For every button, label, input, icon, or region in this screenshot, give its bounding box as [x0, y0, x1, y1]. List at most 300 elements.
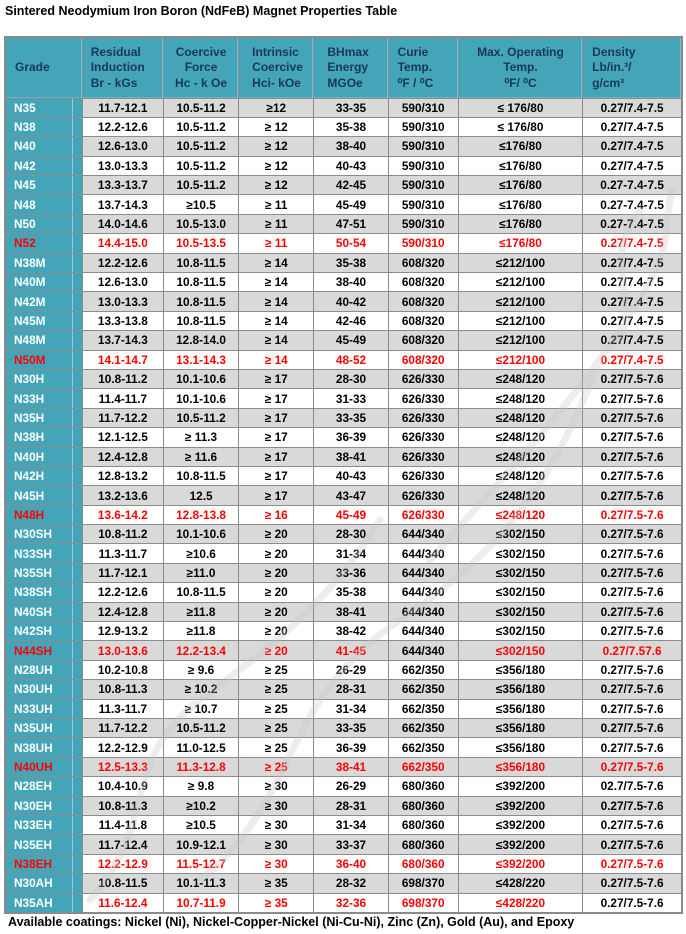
- value-cell: 590/310: [388, 137, 458, 156]
- grade-cell: N33UH: [5, 699, 82, 718]
- grade-cell: N40UH: [5, 757, 82, 776]
- value-cell: 0.27/7.5-7.6: [583, 622, 682, 641]
- header-line: Hc - k Oe: [175, 75, 228, 90]
- header-line: g/cm³: [592, 75, 625, 90]
- value-cell: ≥ 20: [239, 525, 314, 544]
- coatings-note: Available coatings: Nickel (Ni), Nickel-Copper-Nickel (Ni-Cu-Ni), Zinc (Zn), Gold (Au), and Epoxy: [8, 915, 575, 929]
- grade-cell: N45: [5, 176, 82, 195]
- value-cell: ≤248/120: [458, 408, 582, 427]
- value-cell: 13.0-13.6: [82, 641, 163, 660]
- value-cell: ≥10.6: [163, 544, 238, 563]
- value-cell: 45-49: [314, 331, 388, 350]
- value-cell: 590/310: [388, 214, 458, 233]
- value-cell: 626/330: [388, 466, 458, 485]
- value-cell: 33-35: [314, 408, 388, 427]
- value-cell: ≤392/200: [458, 854, 582, 873]
- value-cell: 11.3-11.7: [82, 544, 163, 563]
- value-cell: ≤302/150: [458, 602, 582, 621]
- value-cell: 0.27/7.4-7.5: [583, 253, 682, 272]
- value-cell: 590/310: [388, 156, 458, 175]
- value-cell: 0.27/7.5-7.6: [583, 583, 682, 602]
- table-row-n30uh: [5, 680, 682, 699]
- value-cell: ≥11.0: [163, 563, 238, 582]
- value-cell: ≤176/80: [458, 156, 582, 175]
- value-cell: ≥ 17: [239, 369, 314, 388]
- grade-cell: N42H: [5, 466, 82, 485]
- table-row-n40sh: [5, 602, 682, 621]
- header-line: Br - kGs: [90, 75, 138, 90]
- value-cell: ≤248/120: [458, 428, 582, 447]
- header-line: MGOe: [327, 75, 363, 90]
- value-cell: 11.7-12.1: [82, 563, 163, 582]
- grade-cell: N50: [5, 214, 82, 233]
- value-cell: 626/330: [388, 486, 458, 505]
- value-cell: ≥ 30: [239, 815, 314, 834]
- value-cell: ≤248/120: [458, 447, 582, 466]
- value-cell: 10.1-11.3: [163, 874, 238, 893]
- value-cell: 32-36: [314, 893, 388, 913]
- table-row-n44sh: [5, 641, 682, 660]
- value-cell: 10.5-11.2: [163, 156, 238, 175]
- header-row: [5, 37, 682, 98]
- value-cell: 33-36: [314, 563, 388, 582]
- value-cell: ≤302/150: [458, 583, 582, 602]
- value-cell: 662/350: [388, 738, 458, 757]
- value-cell: 644/340: [388, 544, 458, 563]
- table-row-n38uh: [5, 738, 682, 757]
- value-cell: 12.5-13.3: [82, 757, 163, 776]
- value-cell: 662/350: [388, 660, 458, 679]
- value-cell: ≥ 16: [239, 505, 314, 524]
- table-row-n42sh: [5, 622, 682, 641]
- value-cell: ≥ 25: [239, 738, 314, 757]
- value-cell: ≤428/220: [458, 893, 582, 913]
- value-cell: ≥ 17: [239, 486, 314, 505]
- properties-table: [4, 36, 683, 914]
- value-cell: 14.0-14.6: [82, 214, 163, 233]
- value-cell: 590/310: [388, 195, 458, 214]
- value-cell: 644/340: [388, 641, 458, 660]
- value-cell: ≤302/150: [458, 563, 582, 582]
- table-row-n30eh: [5, 796, 682, 815]
- value-cell: 31-34: [314, 699, 388, 718]
- value-cell: 10.7-11.9: [163, 893, 238, 913]
- value-cell: ≥ 11: [239, 195, 314, 214]
- value-cell: ≥11.8: [163, 602, 238, 621]
- value-cell: 0.27/7.4-7.5: [583, 234, 682, 253]
- table-body: [5, 98, 682, 913]
- table-row-n38h: [5, 428, 682, 447]
- grade-cell: N42: [5, 156, 82, 175]
- table-row-n52: [5, 234, 682, 253]
- value-cell: 680/360: [388, 777, 458, 796]
- column-header-curie-temp: [388, 37, 458, 98]
- value-cell: 02.7/7.5-7.6: [583, 777, 682, 796]
- grade-cell: N38EH: [5, 854, 82, 873]
- value-cell: 33-35: [314, 98, 388, 117]
- value-cell: ≥ 25: [239, 660, 314, 679]
- value-cell: 626/330: [388, 369, 458, 388]
- table-row-n48m: [5, 331, 682, 350]
- value-cell: 0.27/7.57.6: [583, 641, 682, 660]
- value-cell: 35-38: [314, 583, 388, 602]
- value-cell: 36-39: [314, 738, 388, 757]
- header-line: Max. Operating: [477, 44, 564, 59]
- table-row-n30ah: [5, 874, 682, 893]
- value-cell: ≥ 14: [239, 331, 314, 350]
- table-header: [5, 37, 682, 98]
- grade-cell: N42SH: [5, 622, 82, 641]
- value-cell: 590/310: [388, 98, 458, 117]
- value-cell: 13.3-13.8: [82, 311, 163, 330]
- value-cell: 12.8-14.0: [163, 331, 238, 350]
- value-cell: 13.0-13.3: [82, 292, 163, 311]
- value-cell: 11.7-12.1: [82, 98, 163, 117]
- value-cell: ≥ 17: [239, 428, 314, 447]
- value-cell: 11.4-11.7: [82, 389, 163, 408]
- value-cell: ≥ 17: [239, 389, 314, 408]
- value-cell: 680/360: [388, 854, 458, 873]
- value-cell: ≥ 14: [239, 311, 314, 330]
- value-cell: ≥ 12: [239, 117, 314, 136]
- value-cell: ≤ 176/80: [458, 117, 582, 136]
- value-cell: 31-34: [314, 544, 388, 563]
- value-cell: 0.27/7.4-7.5: [583, 292, 682, 311]
- value-cell: ≤356/180: [458, 757, 582, 776]
- value-cell: 0.27/7.5-7.6: [583, 796, 682, 815]
- value-cell: ≥ 17: [239, 408, 314, 427]
- value-cell: 31-34: [314, 815, 388, 834]
- page-title: Sintered Neodymium Iron Boron (NdFeB) Magnet Properties Table: [5, 4, 398, 18]
- table-row-n35eh: [5, 835, 682, 854]
- value-cell: 10.5-11.2: [163, 117, 238, 136]
- value-cell: ≥ 11.3: [163, 428, 238, 447]
- grade-cell: N50M: [5, 350, 82, 369]
- value-cell: 50-54: [314, 234, 388, 253]
- value-cell: 0.27/7.5-7.6: [583, 719, 682, 738]
- value-cell: ≥ 9.8: [163, 777, 238, 796]
- value-cell: 608/320: [388, 253, 458, 272]
- table-row-n28uh: [5, 660, 682, 679]
- value-cell: 662/350: [388, 699, 458, 718]
- value-cell: 10.8-11.5: [163, 292, 238, 311]
- value-cell: 11.3-11.7: [82, 699, 163, 718]
- value-cell: 11.6-12.4: [82, 893, 163, 913]
- grade-cell: N40: [5, 137, 82, 156]
- value-cell: 12.5: [163, 486, 238, 505]
- table-row-n35sh: [5, 563, 682, 582]
- header-line: ⁰F / ⁰C: [397, 75, 434, 90]
- value-cell: 608/320: [388, 331, 458, 350]
- value-cell: ≤392/200: [458, 835, 582, 854]
- value-cell: 0.27/7.5-7.6: [583, 854, 682, 873]
- grade-cell: N35AH: [5, 893, 82, 913]
- value-cell: 12.8-13.8: [163, 505, 238, 524]
- value-cell: 38-41: [314, 602, 388, 621]
- value-cell: 0.27/7.5-7.6: [583, 815, 682, 834]
- table-row-n38: [5, 117, 682, 136]
- grade-cell: N38M: [5, 253, 82, 272]
- value-cell: 0.27-7.4-7.5: [583, 214, 682, 233]
- value-cell: 10.9-12.1: [163, 835, 238, 854]
- value-cell: 10.8-11.2: [82, 525, 163, 544]
- value-cell: 0.27/7.5-7.6: [583, 408, 682, 427]
- value-cell: 12.2-12.6: [82, 583, 163, 602]
- grade-cell: N45H: [5, 486, 82, 505]
- value-cell: 0.27/7.4-7.5: [583, 350, 682, 369]
- table-row-n40uh: [5, 757, 682, 776]
- value-cell: ≤356/180: [458, 660, 582, 679]
- value-cell: 0.27/7.5-7.6: [583, 447, 682, 466]
- grade-cell: N28UH: [5, 660, 82, 679]
- value-cell: 31-33: [314, 389, 388, 408]
- grade-cell: N28EH: [5, 777, 82, 796]
- value-cell: 698/370: [388, 893, 458, 913]
- value-cell: 43-47: [314, 486, 388, 505]
- table-row-n40h: [5, 447, 682, 466]
- grade-cell: N33H: [5, 389, 82, 408]
- column-header-max-operating-temp: [458, 37, 582, 98]
- value-cell: 10.5-11.2: [163, 98, 238, 117]
- value-cell: 0.27/7.5-7.6: [583, 525, 682, 544]
- table-row-n40: [5, 137, 682, 156]
- value-cell: ≥ 9.6: [163, 660, 238, 679]
- table-row-n38eh: [5, 854, 682, 873]
- grade-cell: N45M: [5, 311, 82, 330]
- value-cell: 10.5-11.2: [163, 137, 238, 156]
- value-cell: 13.0-13.3: [82, 156, 163, 175]
- value-cell: 608/320: [388, 350, 458, 369]
- value-cell: ≥ 20: [239, 544, 314, 563]
- value-cell: ≥ 25: [239, 757, 314, 776]
- column-header-grade: [5, 37, 82, 98]
- value-cell: 10.1-10.6: [163, 525, 238, 544]
- value-cell: 40-42: [314, 292, 388, 311]
- grade-cell: N40H: [5, 447, 82, 466]
- value-cell: ≥ 11: [239, 214, 314, 233]
- value-cell: 38-41: [314, 447, 388, 466]
- value-cell: 10.8-11.5: [163, 253, 238, 272]
- column-header-density: [583, 37, 682, 98]
- table-row-n42: [5, 156, 682, 175]
- value-cell: ≤ 176/80: [458, 98, 582, 117]
- value-cell: ≥ 14: [239, 350, 314, 369]
- value-cell: 40-43: [314, 466, 388, 485]
- value-cell: 626/330: [388, 505, 458, 524]
- grade-cell: N42M: [5, 292, 82, 311]
- grade-cell: N40SH: [5, 602, 82, 621]
- value-cell: 0.27/7.5-7.6: [583, 428, 682, 447]
- value-cell: ≥ 25: [239, 680, 314, 699]
- value-cell: 10.4-10.9: [82, 777, 163, 796]
- value-cell: 38-41: [314, 757, 388, 776]
- value-cell: 10.8-11.5: [163, 311, 238, 330]
- value-cell: 42-45: [314, 176, 388, 195]
- header-line: Induction: [90, 60, 145, 74]
- value-cell: 12.6-13.0: [82, 273, 163, 292]
- value-cell: 11.7-12.4: [82, 835, 163, 854]
- value-cell: 10.8-11.5: [163, 466, 238, 485]
- grade-cell: N48M: [5, 331, 82, 350]
- value-cell: 0.27/7.5-7.6: [583, 660, 682, 679]
- table-row-n38m: [5, 253, 682, 272]
- value-cell: 626/330: [388, 428, 458, 447]
- value-cell: 0.27/7.5-7.6: [583, 738, 682, 757]
- grade-cell: N35SH: [5, 563, 82, 582]
- table-row-n40m: [5, 273, 682, 292]
- value-cell: 0.27/7.4-7.5: [583, 156, 682, 175]
- value-cell: ≥ 25: [239, 719, 314, 738]
- value-cell: ≤392/200: [458, 777, 582, 796]
- grade-cell: N38SH: [5, 583, 82, 602]
- grade-cell: N44SH: [5, 641, 82, 660]
- value-cell: 14.1-14.7: [82, 350, 163, 369]
- grade-cell: N30SH: [5, 525, 82, 544]
- value-cell: 10.8-11.2: [82, 369, 163, 388]
- value-cell: 590/310: [388, 234, 458, 253]
- grade-cell: N38UH: [5, 738, 82, 757]
- value-cell: ≤392/200: [458, 815, 582, 834]
- value-cell: 12.6-13.0: [82, 137, 163, 156]
- grade-cell: N52: [5, 234, 82, 253]
- value-cell: 0.27/7.4-7.5: [583, 137, 682, 156]
- value-cell: 0.27/7.5-7.6: [583, 757, 682, 776]
- column-header-intrinsic-coercive: [239, 37, 314, 98]
- table-row-n38sh: [5, 583, 682, 602]
- value-cell: 13.7-14.3: [82, 331, 163, 350]
- value-cell: 45-49: [314, 505, 388, 524]
- value-cell: 12.2-12.6: [82, 253, 163, 272]
- grade-cell: N38: [5, 117, 82, 136]
- value-cell: 28-30: [314, 525, 388, 544]
- value-cell: ≥ 14: [239, 292, 314, 311]
- value-cell: 662/350: [388, 719, 458, 738]
- value-cell: ≥ 20: [239, 622, 314, 641]
- value-cell: 28-31: [314, 680, 388, 699]
- value-cell: ≥ 11.6: [163, 447, 238, 466]
- value-cell: 0.27/7.5-7.6: [583, 602, 682, 621]
- value-cell: 42-46: [314, 311, 388, 330]
- value-cell: ≥ 14: [239, 273, 314, 292]
- value-cell: 38-40: [314, 273, 388, 292]
- value-cell: 12.1-12.5: [82, 428, 163, 447]
- header-line: BHmax: [327, 44, 369, 59]
- value-cell: 0.27/7.5-7.6: [583, 699, 682, 718]
- table-row-n33h: [5, 389, 682, 408]
- value-cell: ≤212/100: [458, 331, 582, 350]
- value-cell: 12.9-13.2: [82, 622, 163, 641]
- magnet-properties-table: [4, 36, 683, 914]
- value-cell: ≥ 17: [239, 466, 314, 485]
- value-cell: ≤356/180: [458, 719, 582, 738]
- value-cell: ≥ 14: [239, 253, 314, 272]
- value-cell: 0.27/7.5-7.6: [583, 505, 682, 524]
- value-cell: 644/340: [388, 602, 458, 621]
- grade-cell: N30AH: [5, 874, 82, 893]
- value-cell: 28-30: [314, 369, 388, 388]
- value-cell: 12.8-13.2: [82, 466, 163, 485]
- value-cell: 644/340: [388, 583, 458, 602]
- grade-cell: N33EH: [5, 815, 82, 834]
- value-cell: 0.27/7.5-7.6: [583, 369, 682, 388]
- value-cell: 10.5-13.5: [163, 234, 238, 253]
- value-cell: 40-43: [314, 156, 388, 175]
- table-row-n50m: [5, 350, 682, 369]
- table-row-n30sh: [5, 525, 682, 544]
- value-cell: 11.4-11.8: [82, 815, 163, 834]
- value-cell: ≤248/120: [458, 369, 582, 388]
- value-cell: 0.27/7.5-7.6: [583, 389, 682, 408]
- value-cell: 14.4-15.0: [82, 234, 163, 253]
- header-line: Hci- kOe: [252, 75, 301, 90]
- grade-cell: N30UH: [5, 680, 82, 699]
- value-cell: 11.3-12.8: [163, 757, 238, 776]
- value-cell: 626/330: [388, 447, 458, 466]
- value-cell: 33-35: [314, 719, 388, 738]
- value-cell: ≥ 35: [239, 893, 314, 913]
- column-header-coercive-force: [163, 37, 238, 98]
- value-cell: 680/360: [388, 835, 458, 854]
- value-cell: 644/340: [388, 563, 458, 582]
- value-cell: 12.4-12.8: [82, 602, 163, 621]
- table-row-n33eh: [5, 815, 682, 834]
- grade-cell: N35H: [5, 408, 82, 427]
- value-cell: ≤248/120: [458, 389, 582, 408]
- value-cell: ≥10.5: [163, 815, 238, 834]
- value-cell: 26-29: [314, 660, 388, 679]
- value-cell: ≤356/180: [458, 738, 582, 757]
- table-row-n35h: [5, 408, 682, 427]
- value-cell: ≥ 10.7: [163, 699, 238, 718]
- value-cell: 10.5-11.2: [163, 408, 238, 427]
- value-cell: 10.5-13.0: [163, 214, 238, 233]
- value-cell: 0.27/7.5-7.6: [583, 466, 682, 485]
- value-cell: 12.2-12.9: [82, 854, 163, 873]
- table-row-n33sh: [5, 544, 682, 563]
- header-line: Grade: [15, 60, 50, 74]
- table-row-n50: [5, 214, 682, 233]
- value-cell: 0.27/7.5-7.6: [583, 893, 682, 913]
- header-line: ⁰F/ ⁰C: [504, 75, 537, 90]
- value-cell: ≥ 30: [239, 854, 314, 873]
- grade-cell: N30H: [5, 369, 82, 388]
- value-cell: 10.2-10.8: [82, 660, 163, 679]
- value-cell: 13.1-14.3: [163, 350, 238, 369]
- value-cell: ≥ 25: [239, 699, 314, 718]
- value-cell: ≤176/80: [458, 214, 582, 233]
- value-cell: ≤176/80: [458, 137, 582, 156]
- value-cell: 10.8-11.5: [163, 583, 238, 602]
- value-cell: ≤212/100: [458, 273, 582, 292]
- value-cell: 644/340: [388, 622, 458, 641]
- value-cell: 13.2-13.6: [82, 486, 163, 505]
- value-cell: 33-37: [314, 835, 388, 854]
- value-cell: 698/370: [388, 874, 458, 893]
- value-cell: 11.7-12.2: [82, 719, 163, 738]
- table-row-n45m: [5, 311, 682, 330]
- value-cell: 10.5-11.2: [163, 719, 238, 738]
- header-line: Lb/in.³/: [592, 60, 632, 74]
- value-cell: 47-51: [314, 214, 388, 233]
- value-cell: ≤302/150: [458, 544, 582, 563]
- value-cell: ≤356/180: [458, 699, 582, 718]
- value-cell: ≤302/150: [458, 525, 582, 544]
- value-cell: 41-45: [314, 641, 388, 660]
- grade-cell: N38H: [5, 428, 82, 447]
- value-cell: 662/350: [388, 757, 458, 776]
- column-header-bhmax-energy: [314, 37, 388, 98]
- value-cell: 10.8-11.5: [163, 273, 238, 292]
